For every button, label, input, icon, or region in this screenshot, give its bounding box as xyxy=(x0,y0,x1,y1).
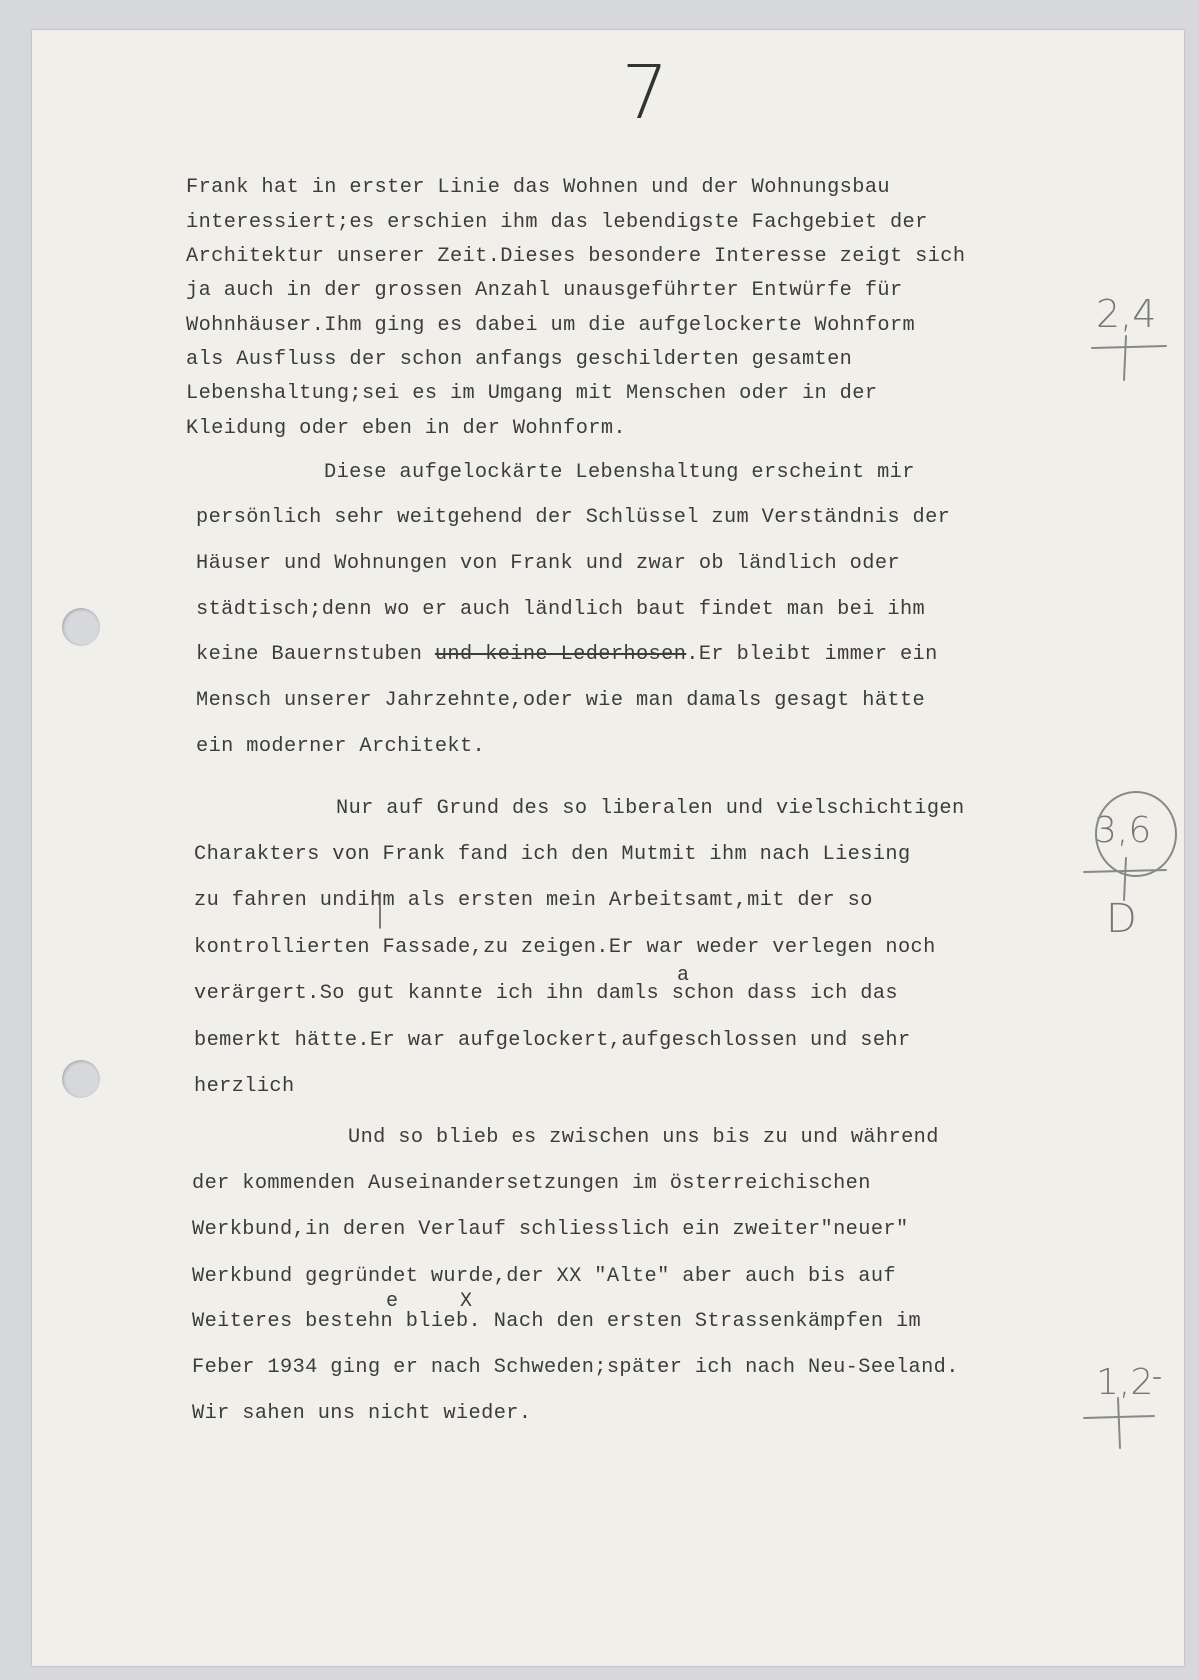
text-line: Nur auf Grund des so liberalen und vielschichtigen xyxy=(336,797,965,820)
text-line: Kleidung oder eben in der Wohnform. xyxy=(186,417,626,440)
text-line: persönlich sehr weitgehend der Schlüssel zum Verständnis der xyxy=(196,506,951,529)
text-line: städtisch;denn wo er auch ländlich baut findet man bei ihm xyxy=(196,598,926,621)
text-line: verärgert.So gut kannte ich ihn damls schon dass ich das xyxy=(194,982,898,1005)
text-line: Werkbund gegründet wurde,der XX "Alte" aber auch bis auf xyxy=(192,1265,896,1288)
text-line: bemerkt hätte.Er war aufgelockert,aufgeschlossen und sehr xyxy=(194,1029,911,1052)
margin-note-3: 1,2 xyxy=(1096,1362,1154,1403)
overstruck-letter: X xyxy=(460,1290,473,1313)
text-line: ja auch in der grossen Anzahl unausgeführter Entwürfe für xyxy=(186,279,903,302)
struck-text: und keine Lederhosen xyxy=(434,643,687,666)
text-line: Frank hat in erster Linie das Wohnen und der Wohnungsbau xyxy=(186,176,890,199)
text-line: Lebenshaltung;sei es im Umgang mit Menschen oder in der xyxy=(186,382,878,405)
page-number: 7 xyxy=(621,50,669,136)
margin-note-1: 2,4 xyxy=(1096,292,1157,336)
margin-mark-circle xyxy=(1096,792,1176,876)
inserted-letter-e: e xyxy=(386,1290,399,1313)
text-line: Charakters von Frank fand ich den Mutmit ihm nach Liesing xyxy=(194,843,911,866)
text-line: Mensch unserer Jahrzehnte,oder wie man damals gesagt hätte xyxy=(196,689,926,712)
text-line: Feber 1934 ging er nach Schweden;später ich nach Neu-Seeland. xyxy=(192,1356,959,1379)
text-line: Diese aufgelockärte Lebenshaltung erscheint mir xyxy=(324,461,915,484)
text-line: interessiert;es erschien ihm das lebendigste Fachgebiet der xyxy=(186,211,928,234)
text-line: kontrollierten Fassade,zu zeigen.Er war weder verlegen noch xyxy=(194,936,936,959)
margin-note-2-letter: D xyxy=(1106,896,1137,942)
text-line: Architektur unserer Zeit.Dieses besondere Interesse zeigt sich xyxy=(186,245,966,268)
text-line: als Ausfluss der schon anfangs geschilderten gesamten xyxy=(186,348,853,371)
text-line: herzlich xyxy=(194,1075,295,1098)
text-line: Weiteres bestehn blieb. Nach den ersten Strassenkämpfen im xyxy=(192,1310,922,1333)
margin-mark-line xyxy=(1124,336,1126,380)
text-line: zu fahren undihm als ersten mein Arbeitsamt,mit der so xyxy=(194,889,873,912)
margin-mark-line xyxy=(1124,858,1126,900)
margin-mark-line xyxy=(1118,1398,1120,1448)
text-line: Werkbund,in deren Verlauf schliesslich ein zweiter"neuer" xyxy=(192,1218,909,1241)
text-line: Wir sahen uns nicht wieder. xyxy=(192,1402,532,1425)
text-line: Häuser und Wohnungen von Frank und zwar ob ländlich oder xyxy=(196,552,900,575)
text-line: ein moderner Architekt. xyxy=(196,735,486,758)
text-line: der kommenden Auseinandersetzungen im österreichischen xyxy=(192,1172,871,1195)
text-line: Wohnhäuser.Ihm ging es dabei um die aufgelockerte Wohnform xyxy=(186,314,916,337)
text-line: Und so blieb es zwischen uns bis zu und während xyxy=(348,1126,939,1149)
margin-note-2: 3,6 xyxy=(1094,810,1152,851)
margin-mark-line xyxy=(1092,346,1166,348)
text-line-with-strike: keine Bauernstuben und keine Lederhosen.Er bleibt immer ein xyxy=(196,643,938,666)
inserted-letter-a: a xyxy=(677,964,690,987)
